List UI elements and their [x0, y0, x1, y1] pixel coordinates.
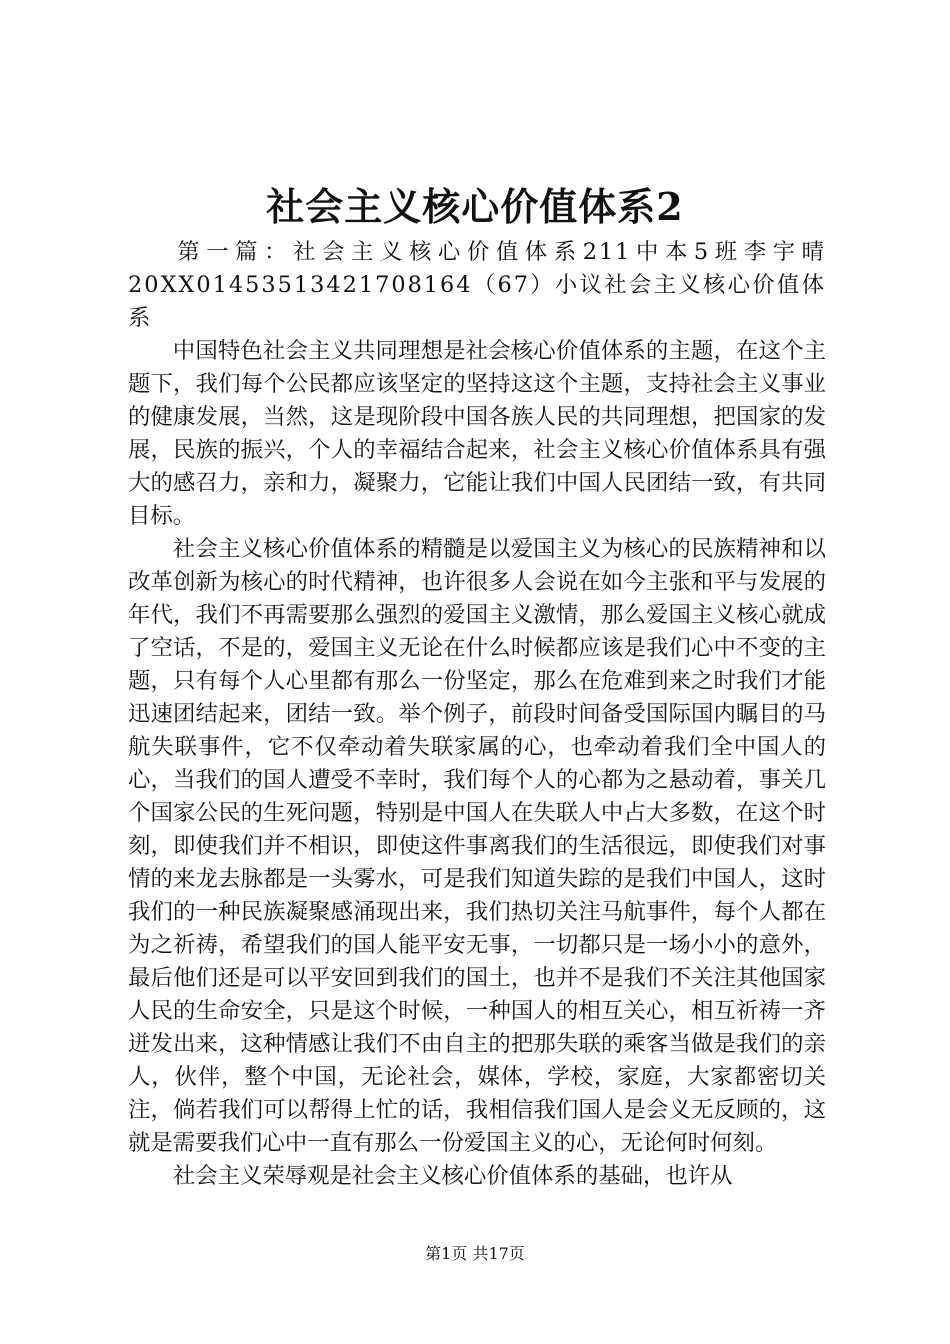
paragraph-4: 社会主义荣辱观是社会主义核心价值体系的基础，也许从	[172, 1163, 733, 1189]
paragraph-3: 社会主义核心价值体系的精髓是以爱国主义为核心的民族精神和以改革创新为核心的时代精神，也许很多人会说在如今主张和平与发展的年代，我们不再需要那么强烈的爱国主义激情，那么爱国主义核心就成了空话，不是的，爱国主义无论在什么时候都应该是我们心中不变的主题，只有每个人心里都有那么一份坚定，那么在危难到来之时我们才能迅速团结起来，团结一致。举个例子，前段时间备受国际国内瞩目的马航失联事件，它不仅牵动着失联家属的心，也牵动着我们全中国人的心，当我们的国人遭受不幸时，我们每个人的心都为之悬动着，事关几个国家公民的生死问题，特别是中国人在失联人中占大多数，在这个时刻，即使我们并不相识，即使这件事离我们的生活很远，即使我们对事情的来龙去脉都是一头雾水，可是我们知道失踪的是我们中国人，这时我们的一种民族凝聚感涌现出来，我们热切关注马航事件，每个人都在为之祈祷，希望我们的国人能平安无事，一切都只是一场小小的意外，最后他们还是可以平安回到我们的国土，也并不是我们不关注其他国家人民的生命安全，只是这个时候，一种国人的相互关心，相互祈祷一齐迸发出来，这种情感让我们不由自主的把那失联的乘客当做是我们的亲人，伙伴，整个中国，无论社会，媒体，学校，家庭，大家都密切关注，倘若我们可以帮得上忙的话，我相信我们国人是会义无反顾的，这就是需要我们心中一直有那么一份爱国主义的心，无论何时何刻。	[128, 536, 826, 1156]
paragraph-2: 中国特色社会主义共同理想是社会核心价值体系的主题，在这个主题下，我们每个公民都应该坚定的坚持这这个主题，支持社会主义事业的健康发展，当然，这是现阶段中国各族人民的共同理想，把国家的发展，民族的振兴，个人的幸福结合起来，社会主义核心价值体系具有强大的感召力，亲和力，凝聚力，它能让我们中国人民团结一致，有共同目标。	[128, 338, 826, 529]
page-footer: 第1页 共17页	[425, 1244, 525, 1263]
document-body	[128, 236, 826, 1193]
document-title: 社会主义核心价值体系2	[266, 184, 684, 229]
paragraph-1: 第一篇：社会主义核心价值体系211中本5班李宇晴20XX0145351342170816​4（67）小议社会主义核心价值体系	[128, 239, 826, 331]
